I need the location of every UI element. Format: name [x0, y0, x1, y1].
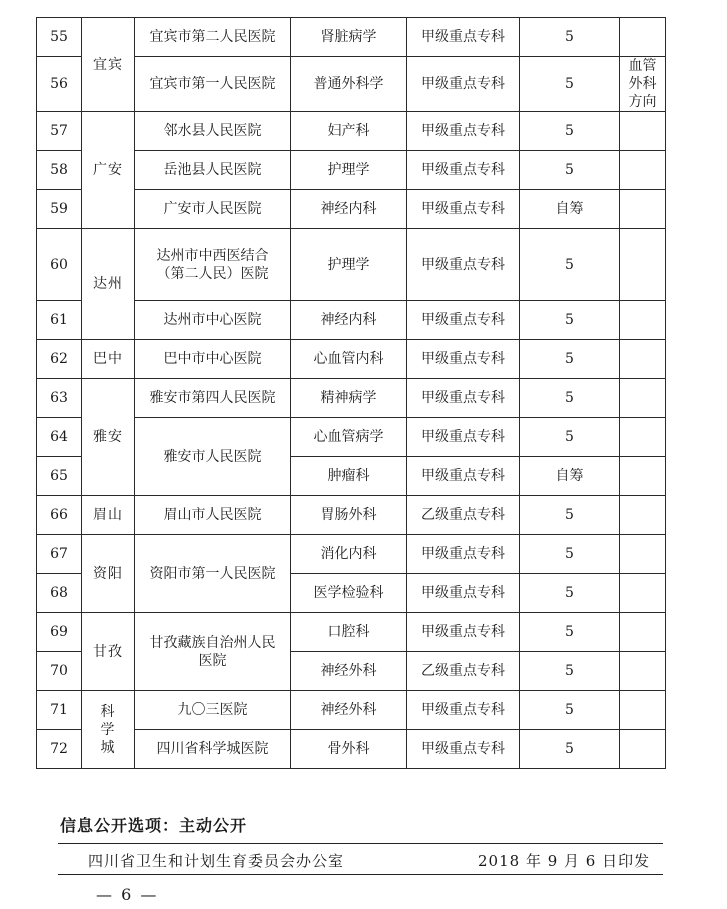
specialty-cell: 神经内科 [291, 190, 407, 229]
amount-cell: 5 [520, 151, 620, 190]
amount-cell: 5 [520, 301, 620, 340]
specialty-cell: 妇产科 [291, 112, 407, 151]
note-cell [620, 691, 666, 730]
amount-cell: 5 [520, 730, 620, 769]
row-number: 61 [37, 301, 82, 340]
note-cell [620, 574, 666, 613]
amount-cell: 5 [520, 229, 620, 301]
row-number: 65 [37, 457, 82, 496]
note-cell [620, 112, 666, 151]
note-cell [620, 379, 666, 418]
amount-cell: 5 [520, 535, 620, 574]
amount-cell: 自筹 [520, 457, 620, 496]
row-number: 59 [37, 190, 82, 229]
region-cell: 巴中 [82, 340, 135, 379]
specialty-cell: 肾脏病学 [291, 18, 407, 57]
region-cell: 资阳 [82, 535, 135, 613]
level-cell: 甲级重点专科 [407, 340, 520, 379]
note-cell [620, 340, 666, 379]
hospital-cell: 广安市人民医院 [135, 190, 291, 229]
amount-cell: 5 [520, 418, 620, 457]
hospital-cell: 宜宾市第二人民医院 [135, 18, 291, 57]
hospital-cell: 雅安市第四人民医院 [135, 379, 291, 418]
hospital-cell: 眉山市人民医院 [135, 496, 291, 535]
level-cell: 甲级重点专科 [407, 301, 520, 340]
specialty-cell: 普通外科学 [291, 57, 407, 112]
level-cell: 甲级重点专科 [407, 457, 520, 496]
amount-cell: 5 [520, 652, 620, 691]
level-cell: 甲级重点专科 [407, 730, 520, 769]
row-number: 55 [37, 18, 82, 57]
level-cell: 甲级重点专科 [407, 379, 520, 418]
region-cell: 甘孜 [82, 613, 135, 691]
disclosure-option: 信息公开选项：主动公开 [60, 816, 248, 835]
level-cell: 甲级重点专科 [407, 613, 520, 652]
table-row [37, 535, 666, 574]
row-number: 68 [37, 574, 82, 613]
note-cell [620, 535, 666, 574]
level-cell: 甲级重点专科 [407, 151, 520, 190]
hospital-cell: 达州市中心医院 [135, 301, 291, 340]
note-cell [620, 229, 666, 301]
region-cell: 眉山 [82, 496, 135, 535]
level-cell: 甲级重点专科 [407, 190, 520, 229]
specialty-cell: 骨外科 [291, 730, 407, 769]
note-cell [620, 301, 666, 340]
amount-cell: 5 [520, 18, 620, 57]
level-cell: 乙级重点专科 [407, 652, 520, 691]
level-cell: 甲级重点专科 [407, 18, 520, 57]
table-row [37, 229, 666, 301]
level-cell: 甲级重点专科 [407, 418, 520, 457]
note-cell: 血管外科方向 [620, 57, 666, 112]
hospital-cell: 邻水县人民医院 [135, 112, 291, 151]
specialty-cell: 神经外科 [291, 691, 407, 730]
region-cell: 达州 [82, 229, 135, 340]
table-row [37, 379, 666, 418]
amount-cell: 5 [520, 496, 620, 535]
table-row [37, 340, 666, 379]
row-number: 62 [37, 340, 82, 379]
specialty-cell: 神经外科 [291, 652, 407, 691]
row-number: 70 [37, 652, 82, 691]
level-cell: 甲级重点专科 [407, 574, 520, 613]
specialty-cell: 护理学 [291, 229, 407, 301]
table-row [37, 613, 666, 652]
specialty-cell: 消化内科 [291, 535, 407, 574]
hospital-cell: 九〇三医院 [135, 691, 291, 730]
amount-cell: 5 [520, 691, 620, 730]
row-number: 71 [37, 691, 82, 730]
note-cell [620, 730, 666, 769]
hospital-cell: 巴中市中心医院 [135, 340, 291, 379]
region-cell: 科学城 [82, 691, 135, 769]
note-cell [620, 190, 666, 229]
amount-cell: 自筹 [520, 190, 620, 229]
hospital-cell: 资阳市第一人民医院 [135, 535, 291, 613]
note-cell [620, 496, 666, 535]
issue-date: 2018 年 9 月 6 日印发 [478, 852, 651, 870]
level-cell: 甲级重点专科 [407, 57, 520, 112]
table-row [37, 112, 666, 151]
footer-divider-top [58, 843, 663, 844]
level-cell: 甲级重点专科 [407, 112, 520, 151]
specialty-cell: 肿瘤科 [291, 457, 407, 496]
amount-cell: 5 [520, 112, 620, 151]
region-cell: 广安 [82, 112, 135, 229]
specialty-cell: 神经内科 [291, 301, 407, 340]
row-number: 66 [37, 496, 82, 535]
hospital-cell: 甘孜藏族自治州人民医院 [135, 613, 291, 691]
specialty-cell: 医学检验科 [291, 574, 407, 613]
hospital-cell: 四川省科学城医院 [135, 730, 291, 769]
region-cell: 宜宾 [82, 18, 135, 112]
hospital-cell: 宜宾市第一人民医院 [135, 57, 291, 112]
note-cell [620, 613, 666, 652]
hospital-cell: 雅安市人民医院 [135, 418, 291, 496]
level-cell: 甲级重点专科 [407, 691, 520, 730]
amount-cell: 5 [520, 57, 620, 112]
row-number: 69 [37, 613, 82, 652]
row-number: 57 [37, 112, 82, 151]
specialty-cell: 口腔科 [291, 613, 407, 652]
table-row [37, 18, 666, 57]
specialty-cell: 心血管病学 [291, 418, 407, 457]
note-cell [620, 18, 666, 57]
level-cell: 乙级重点专科 [407, 496, 520, 535]
region-cell: 雅安 [82, 379, 135, 496]
hospital-cell: 达州市中西医结合（第二人民）医院 [135, 229, 291, 301]
note-cell [620, 457, 666, 496]
issuer-name: 四川省卫生和计划生育委员会办公室 [88, 852, 345, 870]
amount-cell: 5 [520, 340, 620, 379]
specialty-cell: 精神病学 [291, 379, 407, 418]
note-cell [620, 418, 666, 457]
specialty-table [36, 17, 666, 769]
footer-divider-bottom [58, 874, 663, 875]
table-row [37, 691, 666, 730]
specialty-cell: 护理学 [291, 151, 407, 190]
specialty-cell: 胃肠外科 [291, 496, 407, 535]
row-number: 64 [37, 418, 82, 457]
row-number: 63 [37, 379, 82, 418]
level-cell: 甲级重点专科 [407, 535, 520, 574]
row-number: 56 [37, 57, 82, 112]
note-cell [620, 652, 666, 691]
row-number: 58 [37, 151, 82, 190]
note-cell [620, 151, 666, 190]
row-number: 72 [37, 730, 82, 769]
specialty-cell: 心血管内科 [291, 340, 407, 379]
hospital-cell: 岳池县人民医院 [135, 151, 291, 190]
amount-cell: 5 [520, 574, 620, 613]
page-number: — 6 — [96, 885, 159, 904]
level-cell: 甲级重点专科 [407, 229, 520, 301]
row-number: 67 [37, 535, 82, 574]
amount-cell: 5 [520, 613, 620, 652]
amount-cell: 5 [520, 379, 620, 418]
row-number: 60 [37, 229, 82, 301]
table-row [37, 496, 666, 535]
